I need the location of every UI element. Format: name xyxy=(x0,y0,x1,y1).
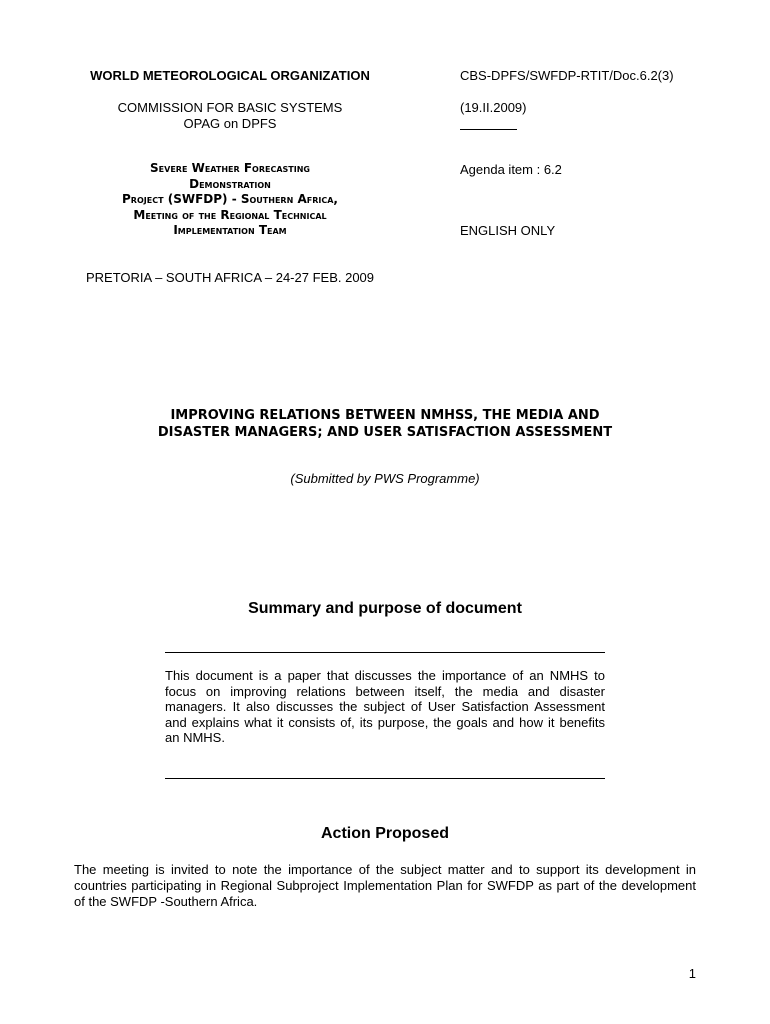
commission-name: COMMISSION FOR BASIC SYSTEMS xyxy=(117,100,343,115)
document-reference: CBS-DPFS/SWFDP-RTIT/Doc.6.2(3) xyxy=(460,68,674,83)
page-number: 1 xyxy=(688,966,696,981)
summary-heading: Summary and purpose of document xyxy=(248,600,522,617)
agenda-item: Agenda item : 6.2 xyxy=(460,162,562,177)
summary-bottom-divider xyxy=(165,778,605,779)
submitted-by: (Submitted by PWS Programme) xyxy=(290,471,480,486)
action-heading: Action Proposed xyxy=(320,825,449,842)
opag-name: OPAG on DPFS xyxy=(183,116,277,131)
document-title-line: DISASTER MANAGERS; AND USER SATISFACTION ASSESSMENT xyxy=(157,425,613,440)
language-note: ENGLISH ONLY xyxy=(460,223,556,238)
summary-text: This document is a paper that discusses the importance of an NMHS to focus on improving relations between itself, the media and disaster managers. It also discusses the subject of User Satisfaction Assessment and explains what it consists of, its purpose, the goals and how it benefits an NMHS. xyxy=(165,668,605,745)
commission-block xyxy=(60,100,400,132)
project-title-line: Project (SWFDP) - Southern Africa, xyxy=(122,192,338,206)
summary-top-divider xyxy=(165,652,605,653)
document-date: (19.II.2009) xyxy=(460,100,527,115)
document-title-line: IMPROVING RELATIONS BETWEEN NMHSS, THE MEDIA AND xyxy=(170,408,600,423)
organization-name: WORLD METEOROLOGICAL ORGANIZATION xyxy=(90,68,370,83)
document-title xyxy=(60,407,710,441)
project-title-line: Demonstration xyxy=(189,176,271,191)
action-text: The meeting is invited to note the importance of the subject matter and to support its development in countries participating in Regional Subproject Implementation Plan for SWFDP as part of the development of the SWFDP -Southern Africa. xyxy=(74,862,696,909)
project-title-line: Implementation Team xyxy=(173,223,287,237)
project-title-line: Meeting of the Regional Technical xyxy=(133,207,327,222)
project-title-line: Severe Weather Forecasting xyxy=(150,161,310,175)
project-title-block xyxy=(60,161,400,239)
meeting-venue: PRETORIA – SOUTH AFRICA – 24-27 FEB. 2009 xyxy=(85,270,375,285)
date-underline xyxy=(460,129,517,130)
